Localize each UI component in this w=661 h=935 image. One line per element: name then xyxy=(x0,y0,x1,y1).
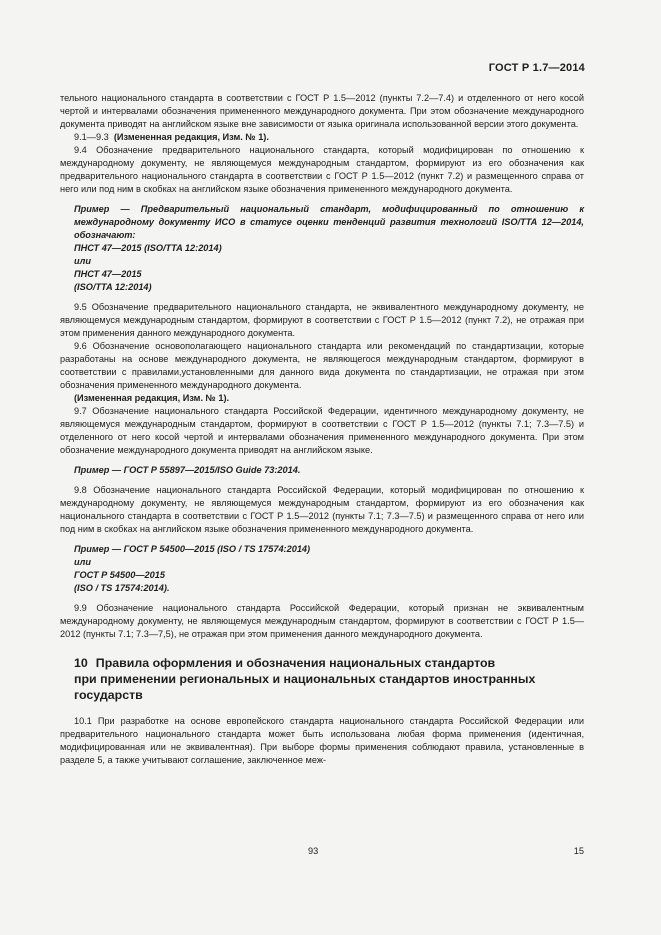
section-title-line: Правила оформления и обозначения национальных стандартов xyxy=(95,656,496,670)
amendment-note: (Измененная редакция, Изм. № 1). xyxy=(74,393,230,403)
paragraph-9-9: 9.9 Обозначение национального стандарта Российской Федерации, который признан не эквивалентным международному документу, не являющемуся международным стандартом, формируют в соответствии с ГОСТ Р 1.5—2012 (пункты 7.1; 7.3—7,5), не отражая при этом применения данного международного документа. xyxy=(60,603,584,639)
example-intro: Пример — Предварительный национальный стандарт, модифицированный по отношению к международному документу ИСО в статусе оценки тенденций развития технологий ISO/TTA 12—2014, обозначают: xyxy=(74,204,584,240)
section-title-line: государств xyxy=(74,688,143,702)
example-line: Пример — ГОСТ Р 54500—2015 (ISO / TS 17574:2014) xyxy=(74,544,311,554)
example-line: ГОСТ Р 54500—2015 xyxy=(74,570,165,580)
amendment-note: (Измененная редакция, Изм. № 1). xyxy=(113,132,269,142)
example-line: или xyxy=(74,557,91,567)
example-line: Пример — ГОСТ Р 55897—2015/ISO Guide 73:2014. xyxy=(74,465,301,475)
paragraph: тельного национального стандарта в соответствии с ГОСТ Р 1.5—2012 (пункты 7.2—7.4) и отделенного от него косой чертой и интервалами обозначения примененного международного документа. При этом обозначение международного документа приводят на английском языке вне зависимости от языка оригинала использованной версии этого документа. xyxy=(60,93,584,129)
section-number: 10 xyxy=(74,656,88,670)
section-heading xyxy=(74,655,584,703)
example-line: ПНСТ 47—2015 (ISO/TTA 12:2014) xyxy=(74,243,222,253)
example-line: (ISO/TTA 12:2014) xyxy=(74,282,152,292)
paragraph-9-6: 9.6 Обозначение основополагающего национального стандарта или рекомендаций по стандартизации, которые разработаны на основе международного документа, не являющегося международным стандартом, формируют в соответствии с правилами,установленными для данного вида документа по стандартизации, не отражая при этом обозначения примененного международного документа. xyxy=(60,341,584,390)
body-text xyxy=(60,92,584,767)
page-number-right: 15 xyxy=(573,846,584,856)
section-title-line: при применении региональных и национальных стандартов иностранных xyxy=(74,672,536,686)
page-number-center: 93 xyxy=(308,846,319,856)
paragraph-9-7: 9.7 Обозначение национального стандарта Российской Федерации, идентичного международному документу, не являющемуся международным стандартом, формируют в соответствии с ГОСТ Р 1.5—2012 (пункты 7.1; 7.3—7.5) и отделенного от него косой чертой и интервалами обозначения примененного международного документа. При этом обозначение международного документа приводят на английском языке. xyxy=(60,406,584,455)
paragraph-10-1: 10.1 При разработке на основе европейского стандарта национального стандарта Российской Федерации или предварительного национального стандарта может быть использована любая форма применения (идентичная, модифицированная или не эквивалентная). При выборе формы применения соблюдают правила, установленные в разделе 5, а также учитывают соглашение, заключенное меж- xyxy=(60,716,584,765)
header-doc-code: ГОСТ Р 1.7—2014 xyxy=(488,62,585,74)
paragraph-amendment: 9.1—9.3 (Измененная редакция, Изм. № 1). xyxy=(74,132,269,142)
example-line: или xyxy=(74,256,91,266)
paragraph-9-4: 9.4 Обозначение предварительного национального стандарта, который модифицирован по отношению к международному документу, не являющемуся международным стандартом, формируют из его обозначения как предварительного национального стандарта в соответствии с ГОСТ Р 1.5—2012 (пункт 7.2) и размещенного справа от него или под ним в скобках на английском языке обозначения примененного международного документа. xyxy=(60,145,584,194)
paragraph-9-5: 9.5 Обозначение предварительного национального стандарта, не эквивалентного международному документу, не являющемуся международным стандартом, формируют в соответствии с ГОСТ Р 1.5—2012 (пункт 7.2), не отражая при этом применения данного международного документа. xyxy=(60,302,584,338)
example-line: ПНСТ 47—2015 xyxy=(74,269,142,279)
example-line: (ISO / TS 17574:2014). xyxy=(74,583,170,593)
paragraph-9-8: 9.8 Обозначение национального стандарта Российской Федерации, который модифицирован по отношению к международному документу, не являющемуся международным стандартом, формируют из его обозначения как национального стандарта в соответствии с ГОСТ Р 1.5—2012 (пункты 7.1; 7.3—7.5) и размещенного справа от него или под ним в скобках на английском языке обозначения примененного международного документа. xyxy=(60,485,584,534)
